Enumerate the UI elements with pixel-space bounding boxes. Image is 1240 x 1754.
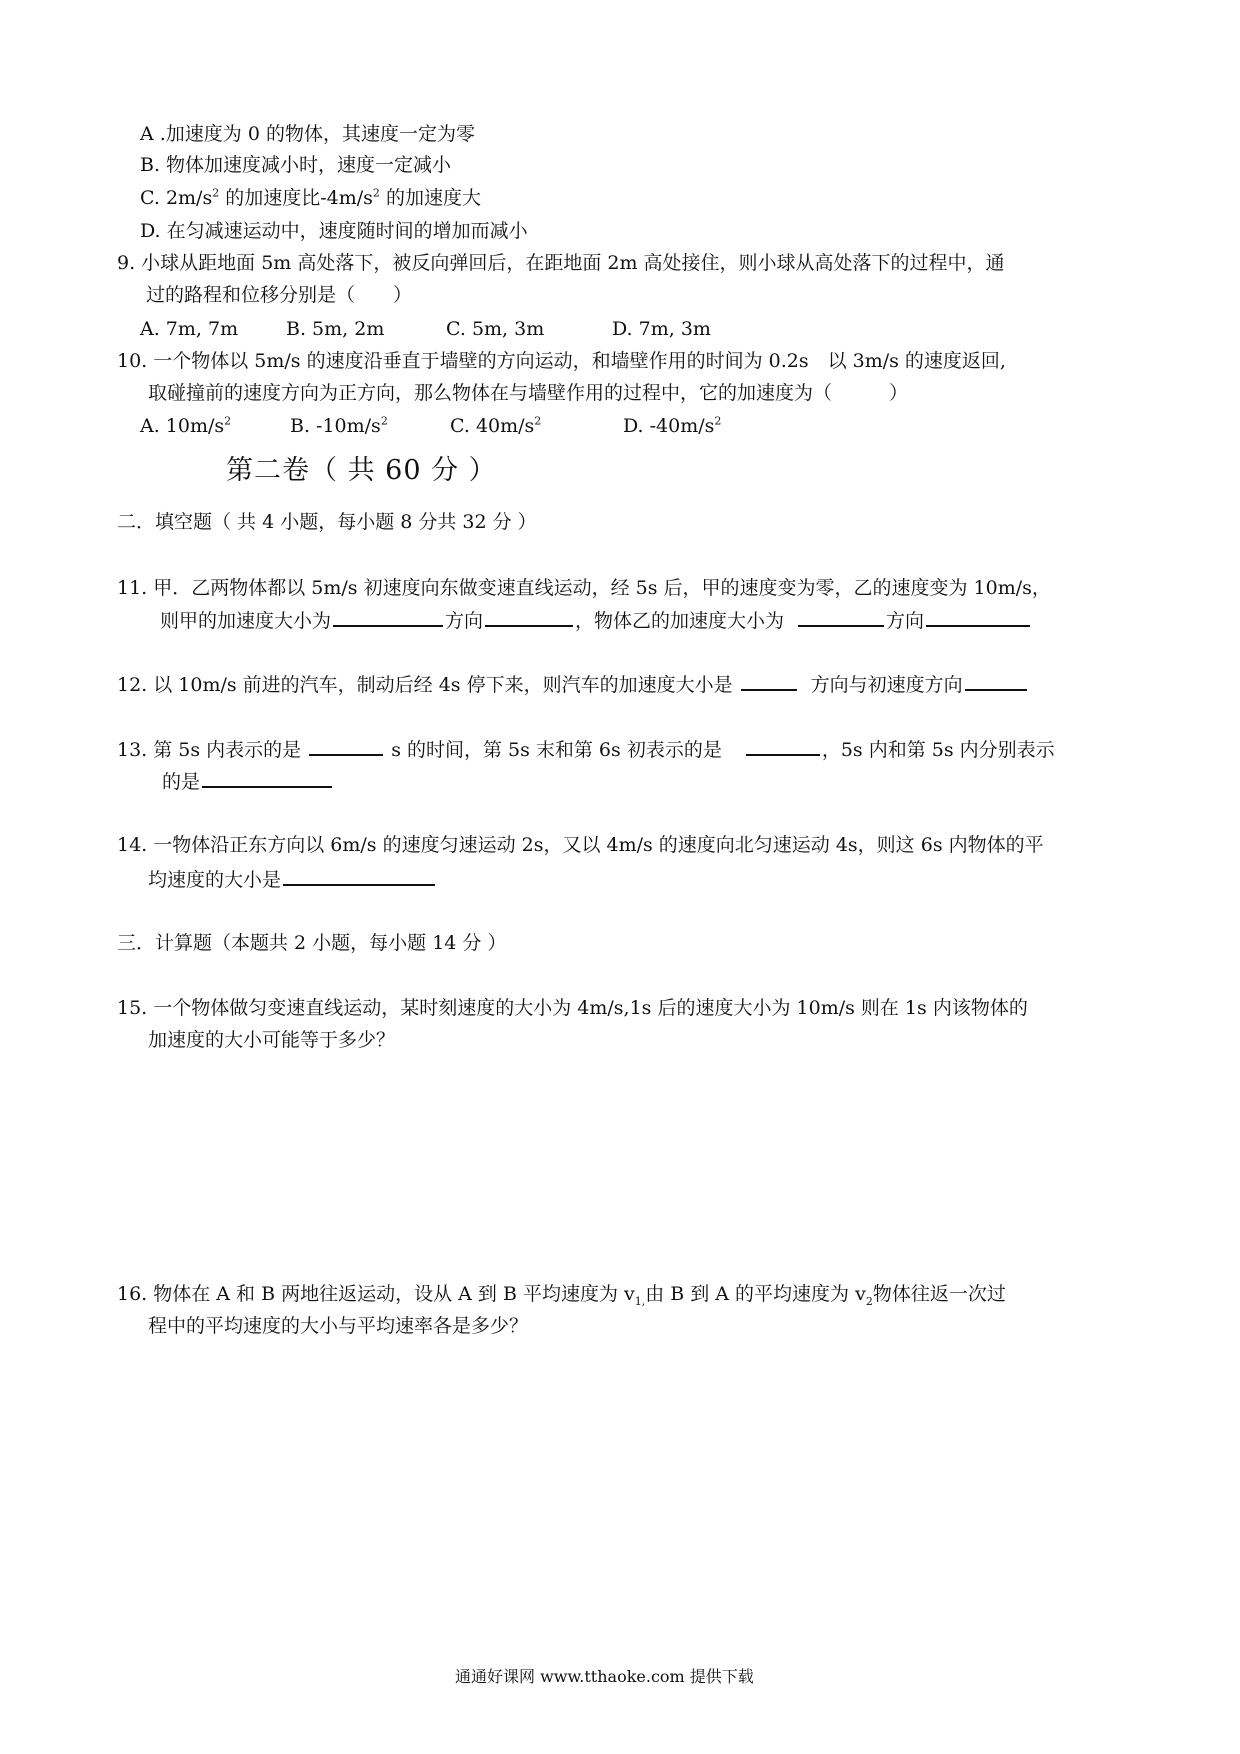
q12-stem	[117, 671, 1029, 698]
q13-part-c: ，5s 内和第 5s 内分别表示	[821, 739, 1055, 761]
q14-line2-text: 均速度的大小是	[148, 869, 282, 891]
answer-blank	[333, 607, 443, 627]
q8-c-part2: 的加速度比-4m/s	[219, 187, 373, 209]
q9-stem-line2: 过的路程和位移分别是（ ）	[146, 284, 413, 306]
q10-b-text: B. -10m/s	[290, 415, 381, 437]
answer-blank	[926, 607, 1030, 627]
q16-stem-line2: 程中的平均速度的大小与平均速率各是多少？	[148, 1315, 529, 1337]
q10-option-d	[623, 413, 721, 439]
q11-stem-line1: 11. 甲．乙两物体都以 5m/s 初速度向东做变速直线运动，经 5s 后，甲的速度变为零，乙的速度变为 10m/s，	[117, 577, 1051, 599]
q16-part-a: 16. 物体在 A 和 B 两地往返运动，设从 A 到 B 平均速度为 v	[117, 1283, 635, 1305]
q11-part-c: ，物体乙的加速度大小为	[575, 610, 785, 632]
answer-blank	[485, 607, 573, 627]
q8-c-part3: 的加速度大	[379, 187, 481, 209]
q12-part-a: 12. 以 10m/s 前进的汽车，制动后经 4s 停下来，则汽车的加速度大小是	[117, 674, 733, 696]
q11-stem-line2	[160, 607, 1032, 634]
subscript: 1,	[634, 1294, 646, 1308]
answer-blank	[965, 671, 1027, 691]
q11-part-d: 方向	[886, 610, 925, 632]
superscript: 2	[212, 186, 220, 200]
q9-stem-line1: 9. 小球从距地面 5m 高处落下，被反向弹回后，在距地面 2m 高处接住，则小球从高处落下的过程中，通	[117, 252, 1005, 274]
q10-c-text: C. 40m/s	[450, 415, 535, 437]
q10-option-a	[140, 413, 231, 439]
q14-stem-line1: 14. 一物体沿正东方向以 6m/s 的速度匀速运动 2s，又以 4m/s 的速度向北匀速运动 4s，则这 6s 内物体的平	[117, 834, 1044, 856]
q16-part-b: 由 B 到 A 的平均速度为 v	[645, 1283, 866, 1305]
q8-option-a: A .加速度为 0 的物体，其速度一定为零	[140, 123, 475, 145]
q16-stem-line1	[117, 1281, 1006, 1307]
q8-option-d: D. 在匀减速运动中，速度随时间的增加而减小	[140, 220, 528, 242]
answer-blank	[202, 768, 332, 788]
answer-blank	[798, 607, 884, 627]
section2-title: 第二卷（ 共 60 分 ）	[226, 455, 497, 486]
q9-option-c: C. 5m, 3m	[446, 318, 545, 340]
q8-option-b: B. 物体加速度减小时，速度一定减小	[140, 154, 452, 176]
page-footer: 通通好课网 www.tthaoke.com 提供下载	[455, 1667, 754, 1686]
q15-stem-line1: 15. 一个物体做匀变速直线运动，某时刻速度的大小为 4m/s,1s 后的速度大小为 10m/s 则在 1s 内该物体的	[117, 997, 1028, 1019]
q10-option-b	[290, 413, 388, 439]
q10-a-text: A. 10m/s	[140, 415, 225, 437]
q9-option-d: D. 7m, 3m	[612, 318, 711, 340]
answer-blank	[283, 866, 435, 886]
q10-stem-line1: 10. 一个物体以 5m/s 的速度沿垂直于墙壁的方向运动，和墙壁作用的时间为 0.2s 以 3m/s 的速度返回,	[117, 350, 1006, 372]
answer-blank	[741, 671, 797, 691]
q9-option-b: B. 5m, 2m	[286, 318, 385, 340]
q12-part-b: 方向与初速度方向	[810, 674, 963, 696]
superscript: 2	[224, 414, 232, 428]
subscript: 2	[865, 1294, 873, 1308]
q14-stem-line2	[148, 866, 437, 893]
answer-blank	[309, 736, 383, 756]
q11-part-b: 方向	[445, 610, 484, 632]
q13-part-b: s 的时间，第 5s 末和第 6s 初表示的是	[391, 739, 722, 761]
q8-c-part1: C. 2m/s	[140, 187, 213, 209]
q13-stem-line1	[117, 736, 1055, 763]
q13-part-a: 13. 第 5s 内表示的是	[117, 739, 302, 761]
q16-part-c: 物体往返一次过	[872, 1283, 1006, 1305]
superscript: 2	[534, 414, 542, 428]
q10-option-c	[450, 413, 541, 439]
superscript: 2	[380, 414, 388, 428]
q9-option-a: A. 7m, 7m	[140, 318, 239, 340]
q13-stem-line2	[162, 768, 334, 795]
q10-stem-line2: 取碰撞前的速度方向为正方向，那么物体在与墙壁作用的过程中，它的加速度为（ ）	[148, 382, 909, 404]
q13-line2-text: 的是	[162, 771, 201, 793]
q15-stem-line2: 加速度的大小可能等于多少？	[148, 1029, 396, 1051]
q10-d-text: D. -40m/s	[623, 415, 715, 437]
answer-blank	[746, 736, 820, 756]
superscript: 2	[372, 186, 380, 200]
part3-title: 三．计算题（本题共 2 小题，每小题 14 分 ）	[117, 932, 507, 954]
q8-option-c	[140, 185, 481, 211]
part2-title: 二．填空题（ 共 4 小题，每小题 8 分共 32 分 ）	[117, 511, 537, 533]
superscript: 2	[714, 414, 722, 428]
q11-part-a: 则甲的加速度大小为	[160, 610, 332, 632]
